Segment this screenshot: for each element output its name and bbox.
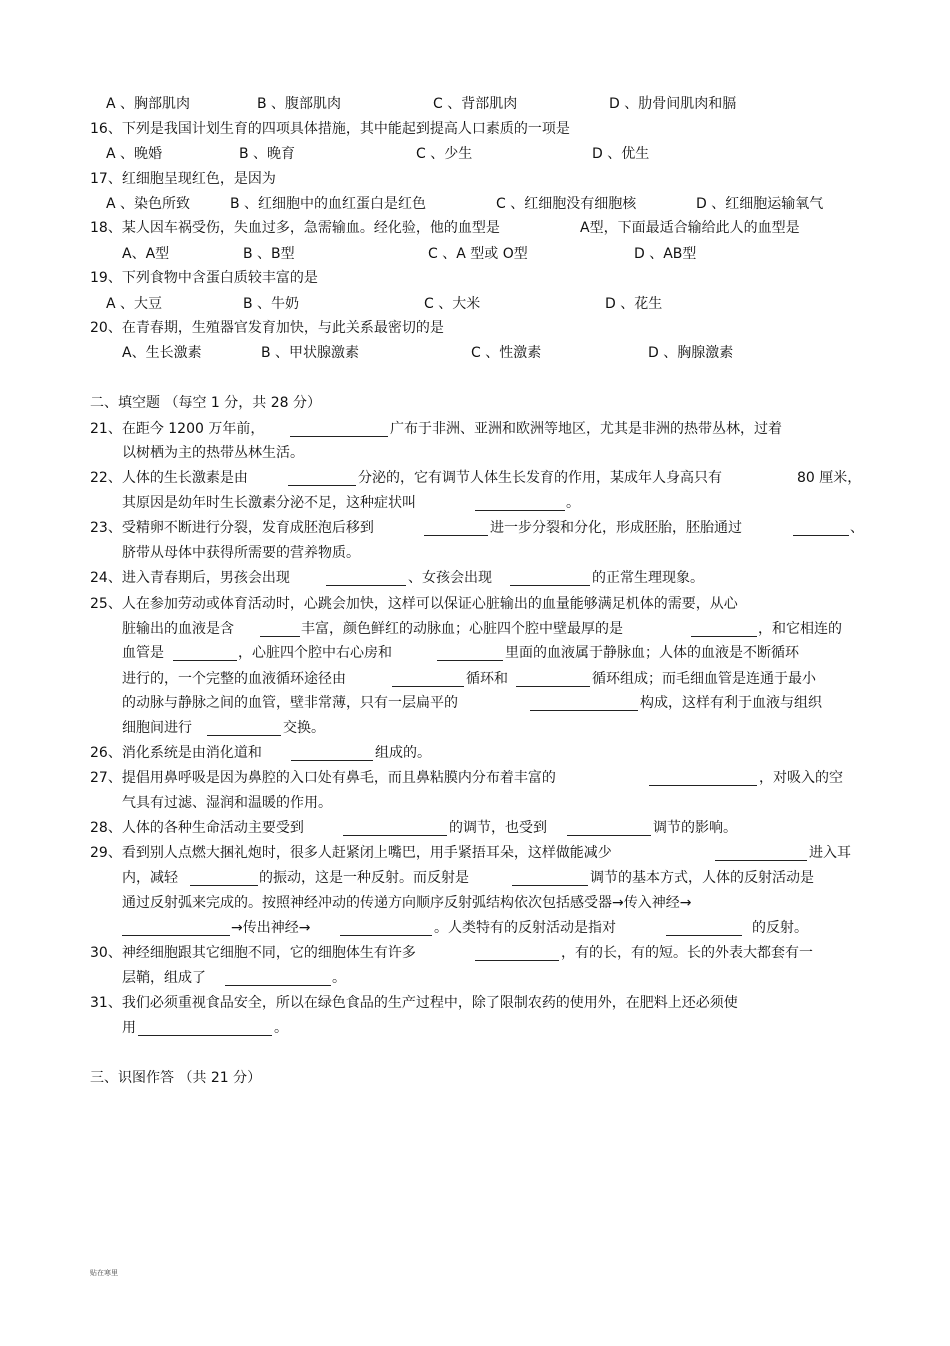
q24-blank-1[interactable] <box>326 570 406 586</box>
q19-option-c: C 、大米 <box>424 296 481 312</box>
q25-blank-6[interactable] <box>516 671 590 687</box>
q21-text-2: 广布于非洲、亚洲和欧洲等地区，尤其是非洲的热带丛林，过着 <box>390 421 782 437</box>
q18-option-d: D 、AB型 <box>634 246 697 262</box>
q22-text-4: 其原因是幼年时生长激素分泌不足，这种症状叫 <box>122 495 416 511</box>
q25-text-7: 里面的血液属于静脉血；人体的血液是不断循环 <box>505 645 799 661</box>
q15-option-c: C 、背部肌肉 <box>433 96 518 112</box>
q16-option-d: D 、优生 <box>592 146 650 162</box>
q25-blank-3[interactable] <box>173 645 237 661</box>
q22-text-1: 22、人体的生长激素是由 <box>90 470 248 486</box>
q28-text-1: 28、人体的各种生命活动主要受到 <box>90 820 304 836</box>
q25-text-6: ，心脏四个腔中右心房和 <box>238 645 392 661</box>
q25-text-10: 循环组成；而毛细血管是连通于最小 <box>592 671 816 687</box>
q17-option-a: A 、染色所致 <box>106 196 191 212</box>
q29-blank-6[interactable] <box>666 920 742 936</box>
q30-text-1: 30、神经细胞跟其它细胞不同，它的细胞体生有许多 <box>90 945 416 961</box>
q18-stem-b: A型，下面最适合输给此人的血型是 <box>580 220 800 236</box>
q29-text-3: 内，减轻 <box>122 870 178 886</box>
q29-text-4: 的振动，这是一种反射。而反射是 <box>259 870 469 886</box>
q26-blank[interactable] <box>291 745 373 761</box>
q25-blank-1[interactable] <box>260 621 300 637</box>
q16-option-c: C 、少生 <box>416 146 473 162</box>
q23-text-4: 脐带从母体中获得所需要的营养物质。 <box>122 545 360 561</box>
q27-text-3: 气具有过滤、湿润和温暖的作用。 <box>122 795 332 811</box>
q16-option-b: B 、晚育 <box>239 146 296 162</box>
q25-blank-4[interactable] <box>437 645 503 661</box>
q25-text-13: 细胞间进行 <box>122 720 192 736</box>
q28-blank-2[interactable] <box>567 820 651 836</box>
q18-option-c: C 、A 型或 O型 <box>428 246 528 262</box>
q15-option-b: B 、腹部肌肉 <box>257 96 342 112</box>
q29-blank-1[interactable] <box>715 845 807 861</box>
q29-text-9: 的反射。 <box>752 920 808 936</box>
q31-text-3: 。 <box>274 1020 288 1036</box>
q15-option-a: A 、胸部肌肉 <box>106 96 191 112</box>
q20-option-c: C 、性激素 <box>471 345 542 361</box>
q25-text-9: 循环和 <box>466 671 508 687</box>
q30-blank-1[interactable] <box>475 945 559 961</box>
q23-blank-2[interactable] <box>793 520 849 536</box>
q25-text-8: 进行的，一个完整的血液循环途径由 <box>122 671 346 687</box>
q25-blank-5[interactable] <box>392 671 464 687</box>
q25-text-12: 构成，这样有利于血液与组织 <box>640 695 822 711</box>
q21-text-3: 以树栖为主的热带丛林生活。 <box>122 445 304 461</box>
q29-text-2: 进入耳 <box>809 845 851 861</box>
q18-stem-a: 18、某人因车祸受伤，失血过多，急需输血。经化验，他的血型是 <box>90 220 500 236</box>
q27-text-1: 27、提倡用鼻呼吸是因为鼻腔的入口处有鼻毛，而且鼻粘膜内分布着丰富的 <box>90 770 556 786</box>
q18-option-b: B 、B型 <box>243 246 295 262</box>
q17-option-d: D 、红细胞运输氧气 <box>696 196 824 212</box>
q24-text-2: 、女孩会出现 <box>408 570 492 586</box>
q29-text-5: 调节的基本方式，人体的反射活动是 <box>590 870 814 886</box>
q16-stem: 16、下列是我国计划生育的四项具体措施，其中能起到提高人口素质的一项是 <box>90 121 570 137</box>
q28-text-3: 调节的影响。 <box>653 820 737 836</box>
q17-stem: 17、红细胞呈现红色，是因为 <box>90 171 276 187</box>
q30-text-4: 。 <box>332 970 346 986</box>
q25-text-2: 脏输出的血液是含 <box>122 621 234 637</box>
q29-blank-3[interactable] <box>512 870 588 886</box>
q25-text-14: 交换。 <box>283 720 325 736</box>
page-footer: 贴在寒里 <box>90 1269 118 1277</box>
q27-blank[interactable] <box>649 770 757 786</box>
q28-blank-1[interactable] <box>343 820 447 836</box>
q20-option-a: A、生长激素 <box>122 345 202 361</box>
q23-text-1: 23、受精卵不断进行分裂，发育成胚泡后移到 <box>90 520 374 536</box>
q19-option-d: D 、花生 <box>605 296 663 312</box>
q25-blank-2[interactable] <box>691 621 757 637</box>
q15-option-d: D 、肋骨间肌肉和膈 <box>609 96 737 112</box>
q25-text-11: 的动脉与静脉之间的血管，壁非常薄，只有一层扁平的 <box>122 695 458 711</box>
q29-text-8: 。人类特有的反射活动是指对 <box>434 920 616 936</box>
q29-text-1: 29、看到别人点燃大捆礼炮时，很多人赶紧闭上嘴巴，用手紧捂耳朵，这样做能减少 <box>90 845 612 861</box>
q25-blank-8[interactable] <box>207 720 281 736</box>
q21-blank[interactable] <box>290 421 388 437</box>
q26-text-2: 组成的。 <box>375 745 431 761</box>
q18-option-a: A、A型 <box>122 246 170 262</box>
q29-blank-2[interactable] <box>190 870 258 886</box>
q22-text-2: 分泌的，它有调节人体生长发育的作用，某成年人身高只有 <box>358 470 722 486</box>
q25-text-4: ，和它相连的 <box>758 621 842 637</box>
q31-blank[interactable] <box>138 1020 272 1036</box>
q27-text-2: ，对吸入的空 <box>759 770 843 786</box>
q24-blank-2[interactable] <box>510 570 590 586</box>
q29-text-6: 通过反射弧来完成的。按照神经冲动的传递方向顺序反射弧结构依次包括感受器→传入神经→ <box>122 895 692 911</box>
q23-text-2: 进一步分裂和分化，形成胚胎，胚胎通过 <box>490 520 742 536</box>
q24-text-3: 的正常生理现象。 <box>592 570 704 586</box>
q25-text-5: 血管是 <box>122 645 164 661</box>
q20-option-d: D 、胸腺激素 <box>648 345 734 361</box>
q22-blank-1[interactable] <box>288 470 356 486</box>
q22-text-5: 。 <box>566 495 580 511</box>
q21-text-1: 21、在距今 1200 万年前， <box>90 421 265 437</box>
q24-text-1: 24、进入青春期后，男孩会出现 <box>90 570 290 586</box>
q22-blank-2[interactable] <box>475 495 565 511</box>
q30-text-2: ，有的长，有的短。长的外表大都套有一 <box>561 945 813 961</box>
section-2-heading: 二、填空题 （每空 1 分，共 28 分） <box>90 395 321 411</box>
q23-blank-1[interactable] <box>424 520 488 536</box>
q17-option-c: C 、红细胞没有细胞核 <box>496 196 637 212</box>
q29-text-7: →传出神经→ <box>231 920 311 936</box>
section-3-heading: 三、识图作答 （共 21 分） <box>90 1070 262 1086</box>
q19-option-a: A 、大豆 <box>106 296 163 312</box>
q31-text-1: 31、我们必须重视食品安全，所以在绿色食品的生产过程中，除了限制农药的使用外，在肥料上还必须使 <box>90 995 738 1011</box>
q19-option-b: B 、牛奶 <box>243 296 300 312</box>
q30-text-3: 层鞘，组成了 <box>122 970 206 986</box>
q19-stem: 19、下列食物中含蛋白质较丰富的是 <box>90 270 318 286</box>
q20-stem: 20、在青春期，生殖器官发育加快，与此关系最密切的是 <box>90 320 444 336</box>
q26-text-1: 26、消化系统是由消化道和 <box>90 745 262 761</box>
q17-option-b: B 、红细胞中的血红蛋白是红色 <box>230 196 427 212</box>
q30-blank-2[interactable] <box>225 970 331 986</box>
q31-text-2: 用 <box>122 1020 136 1036</box>
q22-text-3: 80 厘米， <box>797 470 862 486</box>
q29-blank-4[interactable] <box>122 920 230 936</box>
q28-text-2: 的调节，也受到 <box>449 820 547 836</box>
q25-text-1: 25、人在参加劳动或体育活动时，心跳会加快，这样可以保证心脏输出的血量能够满足机体的需要，从心 <box>90 596 738 612</box>
q25-blank-7[interactable] <box>530 695 638 711</box>
q29-blank-5[interactable] <box>340 920 432 936</box>
q23-text-3: 、 <box>850 520 864 536</box>
q20-option-b: B 、甲状腺激素 <box>261 345 360 361</box>
q16-option-a: A 、晚婚 <box>106 146 163 162</box>
q25-text-3: 丰富，颜色鲜红的动脉血；心脏四个腔中壁最厚的是 <box>301 621 623 637</box>
